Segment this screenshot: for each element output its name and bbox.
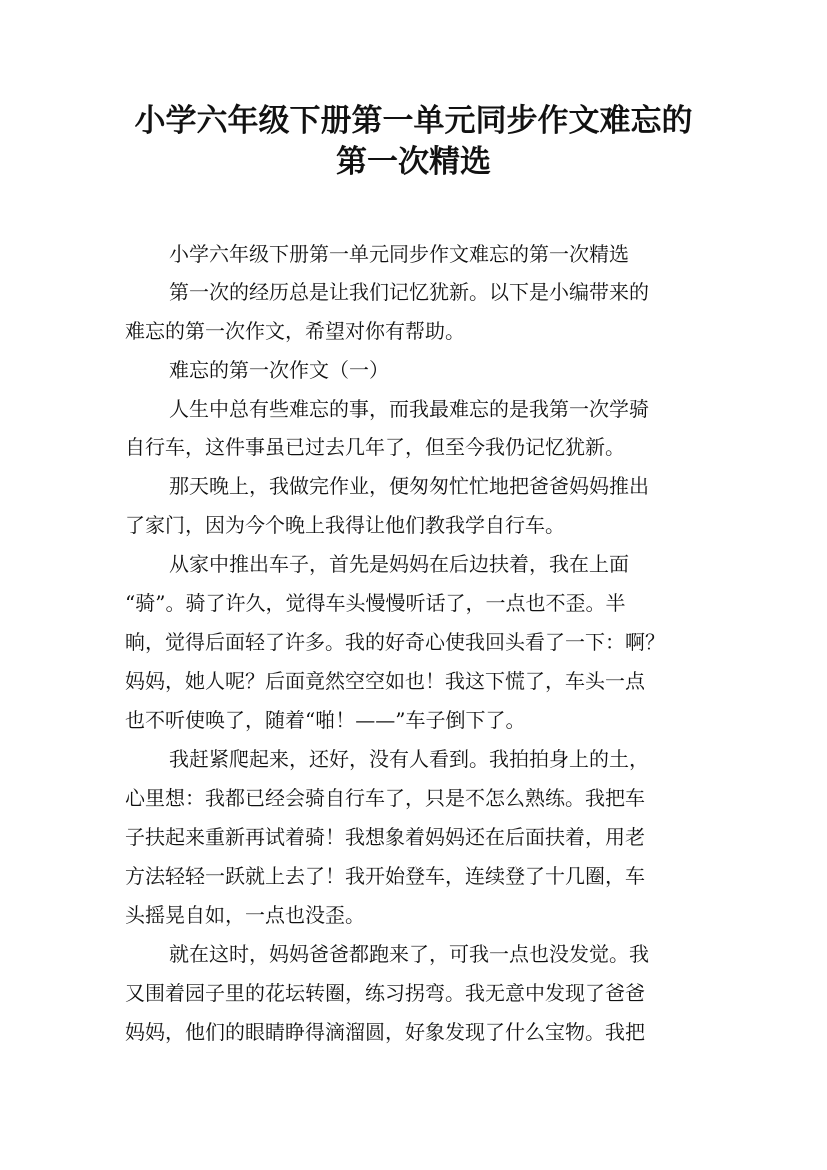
body-line: 了家门，因为今个晚上我得让他们教我学自行车。 [125, 513, 565, 537]
body-line: 方法轻轻一跃就上去了！我开始登车，连续登了十几圈，车 [125, 864, 645, 888]
body-line: 小学六年级下册第一单元同步作文难忘的第一次精选 [169, 242, 629, 266]
body-line: 心里想：我都已经会骑自行车了，只是不怎么熟练。我把车 [125, 786, 645, 810]
body-line: 又围着园子里的花坛转圈，练习拐弯。我无意中发现了爸爸 [125, 981, 645, 1005]
document-title-line-1: 小学六年级下册第一单元同步作文难忘的 [134, 103, 693, 139]
body-line: 那天晚上，我做完作业，便匆匆忙忙地把爸爸妈妈推出 [169, 474, 649, 498]
body-line: 从家中推出车子，首先是妈妈在后边扶着，我在上面 [169, 552, 629, 576]
document-title-line-2: 第一次精选 [336, 144, 491, 180]
body-line: 难忘的第一次作文（一） [169, 358, 389, 382]
body-line: 就在这时，妈妈爸爸都跑来了，可我一点也没发觉。我 [169, 942, 649, 966]
body-line: 难忘的第一次作文，希望对你有帮助。 [125, 319, 465, 343]
body-line: 人生中总有些难忘的事，而我最难忘的是我第一次学骑 [169, 397, 649, 421]
body-line: 自行车，这件事虽已过去几年了，但至今我仍记忆犹新。 [125, 435, 625, 459]
body-line: 我赶紧爬起来，还好，没有人看到。我拍拍身上的土， [169, 747, 649, 771]
body-line: 晌，觉得后面轻了许多。我的好奇心使我回头看了一下：啊？ [125, 630, 665, 654]
body-line: 第一次的经历总是让我们记忆犹新。以下是小编带来的 [169, 280, 649, 304]
body-line: 子扶起来重新再试着骑！我想象着妈妈还在后面扶着，用老 [125, 825, 645, 849]
body-line: 也不听使唤了，随着“啪！——”车子倒下了。 [125, 708, 526, 732]
body-line: “骑”。骑了许久，觉得车头慢慢听话了，一点也不歪。半 [125, 591, 626, 615]
body-line: 妈妈，他们的眼睛睁得滴溜圆，好象发现了什么宝物。我把 [125, 1020, 645, 1044]
body-line: 头摇晃自如，一点也没歪。 [125, 903, 365, 927]
body-line: 妈妈，她人呢？后面竟然空空如也！我这下慌了，车头一点 [125, 669, 645, 693]
